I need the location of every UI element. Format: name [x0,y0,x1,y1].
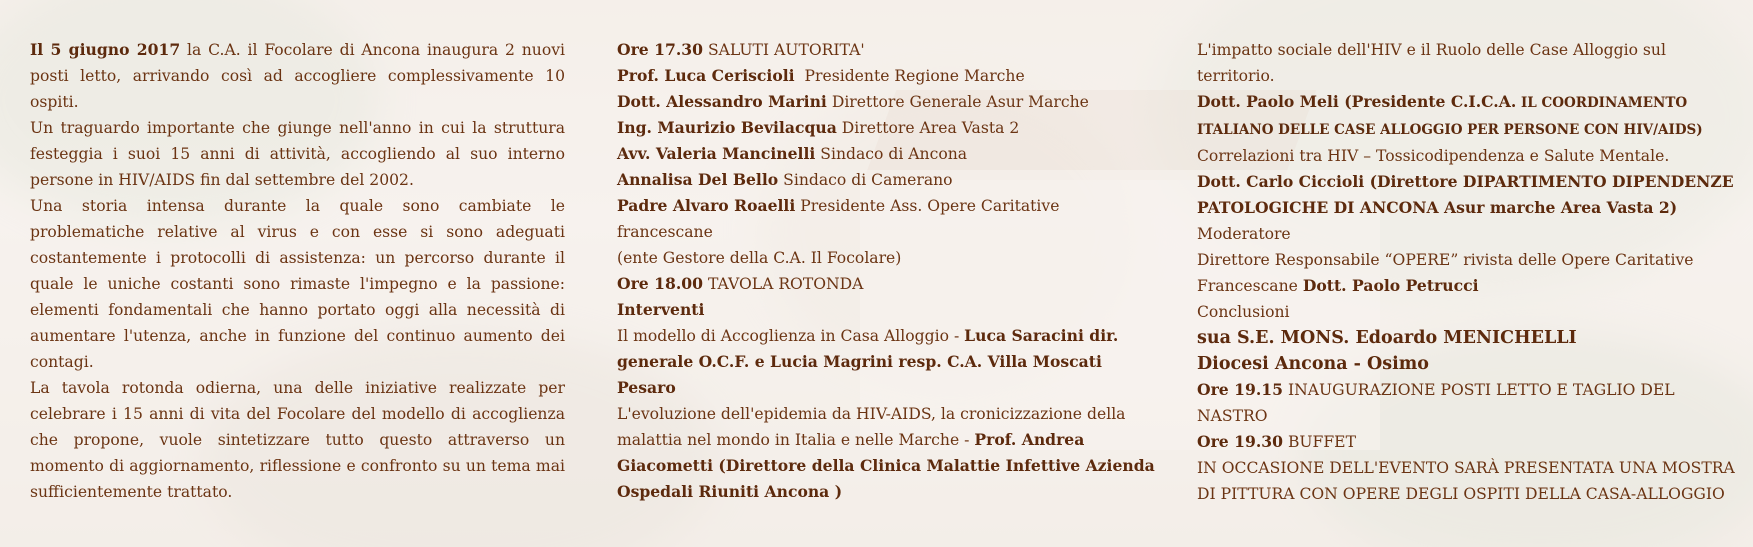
program-line: Dott. Paolo Meli (Presidente C.I.C.A. IL COORDINAMENTO ITALIANO DELLE CASE ALLOGGIO PER PERSONE CON HIV/AIDS) [1197,92,1703,138]
column-program-continued [1197,37,1737,507]
program-line: Ore 19.30 BUFFET [1197,432,1356,451]
program-line: Il modello di Accoglienza in Casa Alloggio - Luca Saracini dir. generale O.C.F. e Lucia Magrini resp. C.A. Villa Moscati Pesaro [617,326,1119,397]
speaker-diocese: Diocesi Ancona - Osimo [1197,354,1429,374]
program-line: Ore 18.00 TAVOLA ROTONDA [617,274,864,293]
program-line: L'impatto sociale dell'HIV e il Ruolo delle Case Alloggio sul territorio. [1197,41,1666,85]
column-program [617,37,1157,505]
program-line: Prof. Luca Ceriscioli Presidente Regione Marche [617,66,1025,85]
program-line: Padre Alvaro Roaelli Presidente Ass. Opere Caritative francescane [617,196,1060,241]
program-line: Avv. Valeria Mancinelli Sindaco di Ancona [617,144,968,163]
intro-paragraph-1: Il 5 giugno 2017 la C.A. il Focolare di Ancona inaugura 2 nuovi posti letto, arrivando così ad accogliere complessivamente 10 ospiti. [30,40,565,111]
event-date: Il 5 giugno 2017 [30,40,181,59]
program-line: Moderatore [1197,225,1291,243]
program-line: Direttore Responsabile “OPERE” rivista delle Opere Caritative Francescane Dott. Paolo Petrucci [1197,251,1694,295]
program-line: L'evoluzione dell'epidemia da HIV-AIDS, la cronicizzazione della malattia nel mondo in Italia e nelle Marche - Prof. Andrea Giacometti (Direttore della Clinica Malattie Infettive Azienda Ospedali Riuniti Ancona ) [617,405,1155,501]
program-line: Correlazioni tra HIV – Tossicodipendenza e Salute Mentale. [1197,147,1670,165]
intro-paragraph-4: La tavola rotonda odierna, una delle iniziative realizzate per celebrare i 15 anni di vita del Focolare del modello di accoglienza che propone, vuole sintetizzare tutto questo attraverso un momento di aggiornamento, riflessione e confronto su un tema mai sufficientemente trattato. [30,379,565,501]
program-line: Dott. Carlo Ciccioli (Direttore DIPARTIMENTO DIPENDENZE PATOLOGICHE DI ANCONA Asur marche Area Vasta 2) [1197,172,1734,217]
intro-paragraph-2: Un traguardo importante che giunge nell'anno in cui la struttura festeggia i suoi 15 anni di attività, accogliendo al suo interno persone in HIV/AIDS fin dal settembre del 2002. [30,119,565,189]
program-line: Ore 19.15 INAUGURAZIONE POSTI LETTO E TAGLIO DEL NASTRO [1197,380,1675,425]
intro-paragraph-3: Una storia intensa durante la quale sono cambiate le problematiche relative al virus e con esse si sono adeguati costantemente i protocolli di assistenza: un percorso durante il quale le uniche costanti sono rimaste l'impegno e la passione: elementi fondamentali che hanno portato oggi alla necessità di aumentare l'utenza, anche in funzione del continuo aumento dei contagi. [30,197,565,371]
program-line: (ente Gestore della C.A. Il Focolare) [617,249,902,267]
column-intro [30,37,565,505]
program-line: Dott. Alessandro Marini Direttore Generale Asur Marche [617,92,1089,111]
program-line: Interventi [617,300,705,319]
speaker-name: sua S.E. MONS. Edoardo MENICHELLI [1197,328,1577,348]
program-line: Conclusioni [1197,303,1290,321]
program-line: Ore 17.30 SALUTI AUTORITA' [617,40,865,59]
exhibition-note: IN OCCASIONE DELL'EVENTO SARÀ PRESENTATA UNA MOSTRA DI PITTURA CON OPERE DEGLI OSPITI DELLA CASA-ALLOGGIO [1197,459,1735,503]
program-line: Annalisa Del Bello Sindaco di Camerano [617,170,953,189]
program-line: Ing. Maurizio Bevilacqua Direttore Area Vasta 2 [617,118,1020,137]
